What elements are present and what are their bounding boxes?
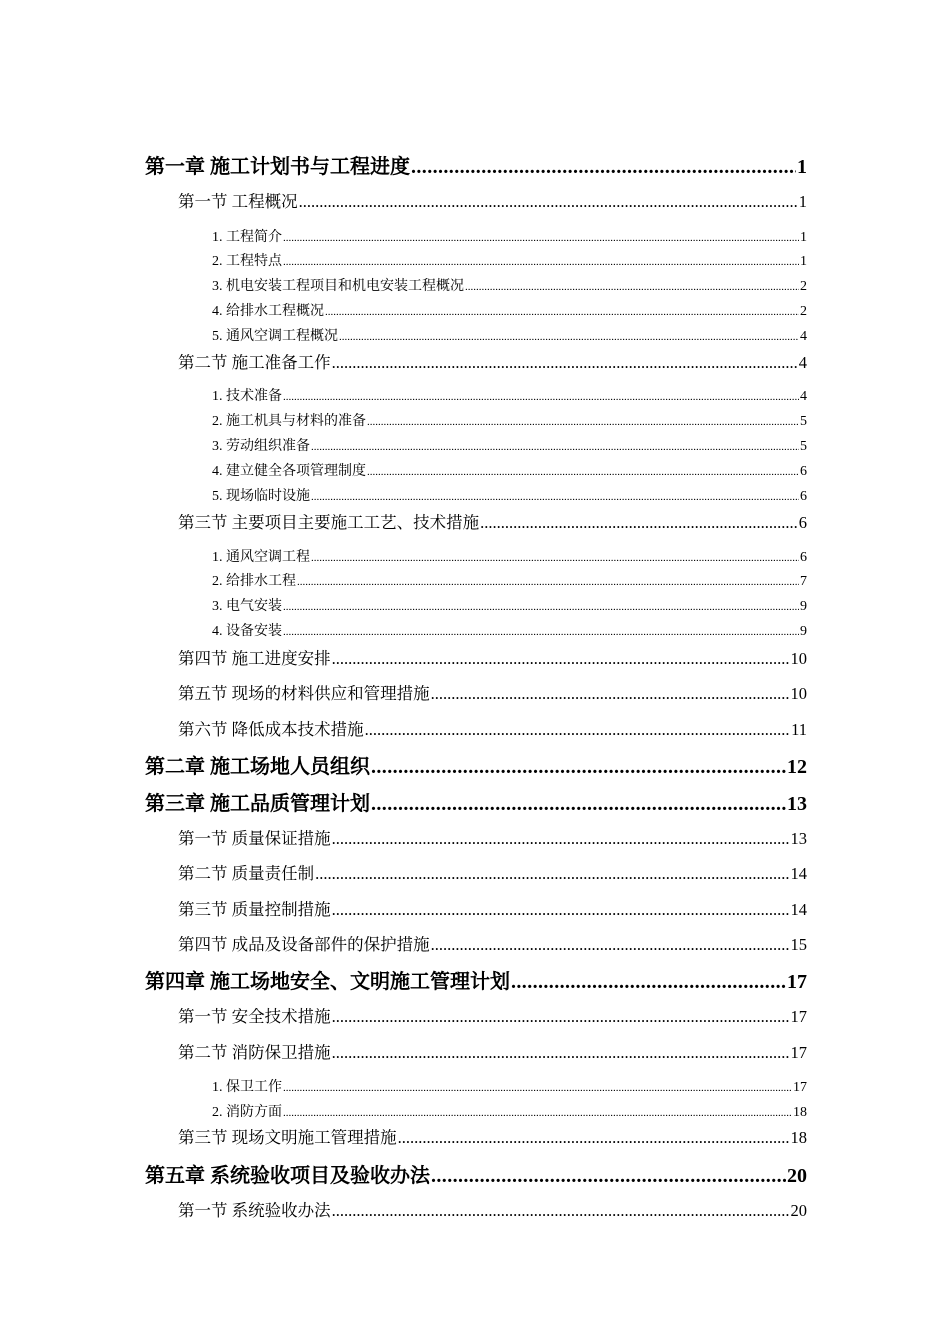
toc-entry-title: 第二节 施工准备工作 — [178, 353, 331, 372]
toc-entry-page: 9 — [800, 599, 807, 614]
dot-leader — [332, 353, 798, 373]
dot-leader — [311, 489, 799, 505]
toc-entry-item[interactable] — [212, 385, 807, 405]
toc-entry-title: 第一节 系统验收办法 — [178, 1201, 331, 1220]
toc-entry-section[interactable] — [178, 349, 807, 373]
toc-entry-item[interactable] — [212, 435, 807, 455]
toc-entry-page: 6 — [798, 513, 807, 532]
toc-entry-page: 18 — [790, 1128, 807, 1147]
toc-entry-section[interactable] — [178, 1124, 807, 1148]
toc-entry-page: 20 — [790, 1201, 807, 1220]
toc-entry-section[interactable] — [178, 645, 807, 669]
toc-entry-title: 第三章 施工品质管理计划 — [145, 793, 370, 815]
toc-entry-page: 14 — [790, 900, 807, 919]
toc-entry-page: 6 — [800, 489, 807, 504]
dot-leader — [325, 304, 799, 320]
toc-entry-item[interactable] — [212, 570, 807, 590]
toc-entry-title: 第四节 施工进度安排 — [178, 649, 331, 668]
toc-entry-title: 4. 给排水工程概况 — [212, 304, 324, 319]
dot-leader — [283, 1105, 792, 1121]
dot-leader — [283, 1080, 792, 1096]
toc-entry-page: 10 — [790, 649, 807, 668]
dot-leader — [371, 756, 786, 779]
toc-entry-page: 17 — [790, 1007, 807, 1026]
toc-entry-title: 1. 通风空调工程 — [212, 550, 310, 565]
toc-entry-page: 6 — [800, 550, 807, 565]
dot-leader — [480, 513, 798, 533]
toc-entry-title: 第二章 施工场地人员组织 — [145, 756, 370, 778]
toc-entry-chapter-4[interactable] — [145, 965, 807, 994]
toc-entry-title: 5. 通风空调工程概况 — [212, 329, 338, 344]
toc-entry-item[interactable] — [212, 226, 807, 246]
toc-entry-title: 第一节 质量保证措施 — [178, 829, 331, 848]
dot-leader — [311, 439, 799, 455]
dot-leader — [283, 624, 799, 640]
dot-leader — [339, 329, 799, 345]
toc-entry-page: 7 — [800, 574, 807, 589]
toc-entry-item[interactable] — [212, 300, 807, 320]
toc-entry-title: 4. 设备安装 — [212, 624, 282, 639]
toc-entry-page: 5 — [800, 414, 807, 429]
toc-entry-title: 第一章 施工计划书与工程进度 — [145, 156, 410, 178]
toc-entry-chapter-3[interactable] — [145, 787, 807, 816]
toc-entry-page: 13 — [787, 793, 807, 815]
dot-leader — [283, 254, 799, 270]
toc-entry-page: 18 — [793, 1105, 807, 1120]
dot-leader — [367, 414, 799, 430]
toc-entry-section[interactable] — [178, 1003, 807, 1027]
dot-leader — [365, 720, 790, 740]
toc-entry-title: 第五节 现场的材料供应和管理措施 — [178, 684, 430, 703]
toc-entry-section[interactable] — [178, 188, 807, 212]
dot-leader — [411, 156, 796, 179]
toc-entry-item[interactable] — [212, 595, 807, 615]
toc-entry-page: 5 — [800, 439, 807, 454]
toc-entry-title: 2. 给排水工程 — [212, 574, 296, 589]
toc-entry-item[interactable] — [212, 485, 807, 505]
toc-entry-chapter-1[interactable] — [145, 150, 807, 179]
toc-entry-page: 20 — [787, 1165, 807, 1187]
dot-leader — [332, 829, 790, 849]
toc-entry-title: 第四章 施工场地安全、文明施工管理计划 — [145, 971, 510, 993]
dot-leader — [315, 864, 789, 884]
toc-entry-title: 2. 施工机具与材料的准备 — [212, 414, 366, 429]
toc-entry-section[interactable] — [178, 1039, 807, 1063]
toc-entry-title: 3. 电气安装 — [212, 599, 282, 614]
toc-entry-page: 17 — [787, 971, 807, 993]
dot-leader — [332, 1007, 790, 1027]
dot-leader — [367, 464, 799, 480]
dot-leader — [465, 279, 799, 295]
dot-leader — [398, 1128, 790, 1148]
dot-leader — [431, 935, 790, 955]
toc-entry-page: 6 — [800, 464, 807, 479]
toc-entry-title: 第五章 系统验收项目及验收办法 — [145, 1165, 430, 1187]
toc-entry-page: 1 — [798, 192, 807, 211]
dot-leader — [431, 1165, 786, 1188]
toc-entry-page: 17 — [793, 1080, 807, 1095]
toc-entry-title: 1. 工程简介 — [212, 230, 282, 245]
toc-entry-item[interactable] — [212, 1076, 807, 1096]
toc-entry-page: 13 — [790, 829, 807, 848]
toc-entry-title: 4. 建立健全各项管理制度 — [212, 464, 366, 479]
toc-entry-page: 17 — [790, 1043, 807, 1062]
toc-entry-title: 第一节 工程概况 — [178, 192, 298, 211]
toc-entry-item[interactable] — [212, 620, 807, 640]
toc-entry-page: 9 — [800, 624, 807, 639]
toc-entry-section[interactable] — [178, 716, 807, 740]
toc-entry-title: 3. 劳动组织准备 — [212, 439, 310, 454]
dot-leader — [511, 971, 786, 994]
toc-entry-page: 2 — [800, 304, 807, 319]
toc-entry-page: 1 — [800, 230, 807, 245]
toc-entry-title: 1. 技术准备 — [212, 389, 282, 404]
toc-entry-section[interactable] — [178, 896, 807, 920]
toc-entry-page: 1 — [797, 156, 807, 178]
toc-entry-item[interactable] — [212, 460, 807, 480]
toc-entry-chapter-2[interactable] — [145, 750, 807, 779]
dot-leader — [332, 1043, 790, 1063]
toc-entry-page: 2 — [800, 279, 807, 294]
toc-entry-section[interactable] — [178, 931, 807, 955]
toc-entry-title: 第六节 降低成本技术措施 — [178, 720, 364, 739]
dot-leader — [332, 649, 790, 669]
toc-entry-item[interactable] — [212, 325, 807, 345]
dot-leader — [431, 684, 790, 704]
toc-entry-title: 2. 消防方面 — [212, 1105, 282, 1120]
toc-entry-section[interactable] — [178, 860, 807, 884]
toc-entry-page: 14 — [790, 864, 807, 883]
dot-leader — [283, 599, 799, 615]
toc-entry-title: 第四节 成品及设备部件的保护措施 — [178, 935, 430, 954]
toc-entry-title: 2. 工程特点 — [212, 254, 282, 269]
toc-entry-page: 10 — [790, 684, 807, 703]
toc-entry-item[interactable] — [212, 546, 807, 566]
dot-leader — [371, 793, 786, 816]
toc-entry-title: 第二节 消防保卫措施 — [178, 1043, 331, 1062]
toc-entry-item[interactable] — [212, 275, 807, 295]
toc-entry-page: 1 — [800, 254, 807, 269]
toc-entry-page: 4 — [800, 389, 807, 404]
toc-entry-title: 第三节 主要项目主要施工工艺、技术措施 — [178, 513, 480, 532]
toc-entry-page: 12 — [787, 756, 807, 778]
dot-leader — [283, 389, 799, 405]
toc-entry-item[interactable] — [212, 1101, 807, 1121]
toc-entry-section[interactable] — [178, 825, 807, 849]
toc-entry-title: 3. 机电安装工程项目和机电安装工程概况 — [212, 279, 464, 294]
toc-entry-page: 4 — [800, 329, 807, 344]
toc-entry-item[interactable] — [212, 250, 807, 270]
dot-leader — [332, 1201, 790, 1221]
toc-entry-title: 第一节 安全技术措施 — [178, 1007, 331, 1026]
toc-entry-page: 4 — [798, 353, 807, 372]
dot-leader — [299, 192, 798, 212]
dot-leader — [332, 900, 790, 920]
dot-leader — [283, 230, 799, 246]
toc-entry-section[interactable] — [178, 509, 807, 533]
toc-entry-title: 1. 保卫工作 — [212, 1080, 282, 1095]
toc-entry-section[interactable] — [178, 1197, 807, 1221]
toc-entry-page: 11 — [791, 720, 807, 739]
toc-entry-item[interactable] — [212, 410, 807, 430]
toc-entry-page: 15 — [790, 935, 807, 954]
toc-entry-title: 5. 现场临时设施 — [212, 489, 310, 504]
dot-leader — [297, 574, 799, 590]
toc-entry-section[interactable] — [178, 680, 807, 704]
toc-entry-title: 第三节 质量控制措施 — [178, 900, 331, 919]
dot-leader — [311, 550, 799, 566]
toc-entry-title: 第二节 质量责任制 — [178, 864, 315, 883]
toc-entry-chapter-5[interactable] — [145, 1159, 807, 1188]
toc-entry-title: 第三节 现场文明施工管理措施 — [178, 1128, 397, 1147]
